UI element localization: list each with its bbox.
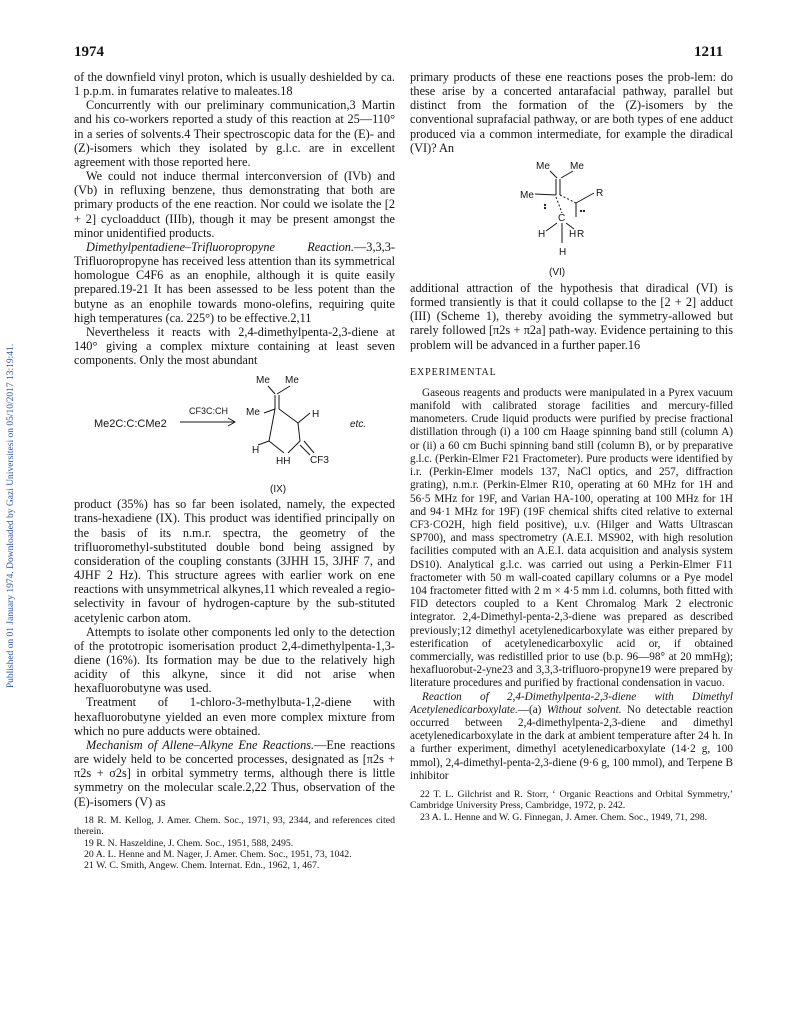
- structure-vi-figure: [410, 157, 733, 279]
- paragraph: Dimethylpentadiene–Trifluoropropyne Reaction.—3,3,3-Trifluoropropyne has received less attention than its symmetrical homologue C4F6 as an enophile, although it is quite easily prepared.19-21 It has been assessed to be less potent than the butyne as an enophile towards mono-olefins, requiring quite high temperatures (ca. 225°) to be effective.2,11: [74, 239, 395, 325]
- footnotes: [410, 789, 733, 823]
- scheme-cf3: CF3: [310, 455, 329, 467]
- scheme-reactant: Me2C:C:CMe2: [94, 418, 167, 431]
- download-watermark: [0, 0, 22, 1032]
- left-column: [74, 70, 395, 872]
- section-heading: Dimethylpentadiene–Trifluoropropyne Reaction.: [86, 239, 354, 254]
- footnotes: [74, 815, 395, 872]
- structure-c: C: [558, 212, 566, 224]
- paragraph: additional attraction of the hypothesis that diradical (VI) is formed transiently is that it could collapse to the [2 + 2] adduct (III) (Scheme 1), thereby avoiding the symmetry-allowed but rarely followed [π2s + π2a] path-way. Evidence pertaining to this problem will be advanced in a further paper.16: [410, 280, 733, 352]
- right-column: [410, 70, 733, 823]
- structure-h-right: H: [569, 228, 577, 240]
- scheme-me-side: Me: [246, 407, 260, 419]
- paragraph: Gaseous reagents and products were manipulated in a Pyrex vacuum manifold with calibrated storage facilities and mercury-filled manometers. Crude liquid products were purified by precise fractional distillation through (i) a 100 cm Haage spinning band still (column A) or (ii) a 60 cm Buchi spinning band still (column B), or by preparative g.l.c. (Perkin-Elmer F21 Fractometer). Pure products were identified by i.r. (Perkin-Elmer models 137, NaCl optics, and 257, diffraction grating), n.m.r. (Perkin-Elmer R10, operating at 60 MHz for 1H and 56·5 MHz for 19F, and Varian HA-100, operating at 100 MHz for 1H and 94·1 MHz for 19F) (19F chemical shifts cited relative to external CF3·CO2H, high field positive), u.v. (Hilger and Watts Ultrascan SP700), and mass spectrometry (A.E.I. MS902, with high resolution facilities computed with an A.E.I. data acquisition and analysis system DS10). Analytical g.l.c. was carried out using a Perkin-Elmer F11 fractometer with 50 m wall-coated capillary columns or a Pye model 104 fractometer fitted with 2 m × 4·5 mm i.d. columns, both fitted with FID detectors coupled to a Kent Chromalog Mark 2 electronic integrator. 2,4-Dimethyl-penta-2,3-diene was prepared as described previously;12 dimethyl acetylenedicarboxylate was either prepared by esterification of acetylenedicarboxylic acid or, if obtained commercially, was redistilled prior to use (b.p. 96—98° at 20 mmHg); hexafluorobut-2-yne23 and 3,3,3-trifluoro-propyne19 were prepared by literature procedures and purified by fractional condensation in vacuo.: [410, 386, 733, 690]
- scheme-bonds: [258, 386, 314, 455]
- paragraph: We could not induce thermal interconversion of (IVb) and (Vb) in refluxing benzene, thus demonstrating that both are primary products of the ene reaction. Nor could we isolate the [2 + 2] cycloadduct (IIIb), though it may be present amongst the minor unidentified products.: [74, 169, 395, 240]
- structure-h-bottom: H: [559, 246, 567, 258]
- scheme-h-pair: HH: [276, 456, 291, 468]
- scheme-ix-figure: [74, 371, 395, 495]
- paragraph: Attempts to isolate other components led only to the detection of the prototropic isomerisation product 2,4-dimethylpenta-1,3-diene (16%). Its formation may be due to the relatively high acidity of this alkyne, since it did not arise when hexafluorobutyne was used.: [74, 624, 395, 696]
- section-heading: Mechanism of Allene–Alkyne Ene Reactions.: [86, 737, 315, 752]
- paragraph: Reaction of 2,4-Dimethylpenta-2,3-diene with Dimethyl Acetylenedicarboxylate.—(a) Without solvent. No detectable reaction occurred between 2,4-dimethylpenta-2,3-diene and dimethyl acetylenedicarboxylate in the dark at ambient temperature after 24 h. In a further experiment, dimethyl acetylenedicarboxylate (14·2 g, 100 mmol), 2,4-dimethyl-penta-2,3-diene (9·6 g, 100 mmol), and Terpene B inhibitor: [410, 690, 733, 782]
- structure-h-left: H: [538, 228, 546, 240]
- scheme-label: (IX): [270, 484, 287, 496]
- paragraph: primary products of these ene reactions poses the prob-lem: do these arise by a concerted antarafacial pathway, parallel but distinct from the formation of the (Z)-isomers by the conventional suprafacial pathway, or are both types of ene adduct produced via a common intermediate, for example the diradical (VI)? An: [410, 70, 733, 155]
- section-heading-experimental: EXPERIMENTAL: [410, 366, 497, 378]
- scheme-reagent: CF3C:CH: [189, 406, 229, 417]
- structure-me-right: Me: [570, 160, 584, 172]
- download-notice: Published on 01 January 1974. Downloaded by Gazi Universitesi on 05/10/2017 13:19:41.: [6, 343, 16, 689]
- header-year: 1974: [74, 44, 104, 60]
- paragraph: of the downfield vinyl proton, which is usually deshielded by ca. 1 p.p.m. in fumarates relative to maleates.18: [74, 70, 395, 99]
- footnote: 22 T. L. Gilchrist and R. Storr, ‘ Organic Reactions and Orbital Symmetry,’ Cambridge University Press, Cambridge, 1972, p. 242.: [410, 788, 733, 812]
- footnote: 19 R. N. Haszeldine, J. Chem. Soc., 1951, 588, 2495.: [84, 837, 294, 849]
- paragraph: product (35%) has so far been isolated, namely, the expected trans-hexadiene (IX). This product was identified principally on the basis of its n.m.r. spectra, the geometry of the trifluoromethyl-substituted double bond being assigned by consideration of the coupling constants (3JHH 15, 3JHF 7, and 4JHF 2 Hz). This structure agrees with earlier work on ene reactions with unsymmetrical alkynes,11 which revealed a regio-selectivity in favour of hydrogen-capture by the sub-stituted acetylenic carbon atom.: [74, 497, 395, 625]
- footnote: 23 A. L. Henne and W. G. Finnegan, J. Amer. Chem. Soc., 1949, 71, 298.: [420, 811, 708, 823]
- scheme-etc: etc.: [350, 419, 367, 431]
- header-page-number: 1211: [694, 44, 724, 60]
- structure-r-bottom: R: [577, 228, 585, 240]
- subsection-heading: Reaction of 2,4-Dimethylpenta-2,3-diene with Dimethyl Acetylenedicarboxylate.: [410, 690, 733, 716]
- scheme-me-left: Me: [256, 375, 270, 387]
- paragraph: Concurrently with our preliminary communication,3 Martin and his co-workers reported a study of this reaction at 25—110° in a series of solvents.4 Their spectroscopic data for the (E)- and (Z)-isomers which they isolated by g.l.c. are in excellent agreement with those reported here.: [74, 98, 395, 169]
- footnote: 18 R. M. Kellog, J. Amer. Chem. Soc., 1971, 93, 2344, and references cited therein.: [74, 814, 395, 838]
- experimental-section: [410, 387, 733, 783]
- footnote: 21 W. C. Smith, Angew. Chem. Internat. Edn., 1962, 1, 467.: [84, 860, 320, 872]
- scheme-h-left: H: [252, 445, 260, 457]
- paragraph: Mechanism of Allene–Alkyne Ene Reactions.—Ene reactions are widely held to be concerted processes, designated as [π2s + π2s + σ2s] in orbital symmetry terms, although there is little symmetry on the molecular scale.2,22 Thus, observation of the (E)-isomers (V) as: [74, 737, 395, 809]
- structure-me-side: Me: [520, 189, 534, 201]
- scheme-h-right: H: [312, 409, 320, 421]
- radical-dots: [544, 204, 585, 212]
- paragraph: Nevertheless it reacts with 2,4-dimethylpenta-2,3-diene at 140° giving a complex mixture containing at least seven components. Only the most abundant: [74, 324, 395, 368]
- structure-me-left: Me: [536, 160, 550, 172]
- structure-label: (VI): [549, 266, 566, 278]
- footnote: 20 A. L. Henne and M. Nager, J. Amer. Chem. Soc., 1951, 73, 1042.: [84, 848, 352, 860]
- paragraph: Treatment of 1-chloro-3-methylbuta-1,2-diene with hexafluorobutyne yielded an even more complex mixture from which no pure adducts were obtained.: [74, 695, 395, 738]
- structure-r-top: R: [596, 187, 604, 199]
- scheme-me-right: Me: [285, 375, 299, 387]
